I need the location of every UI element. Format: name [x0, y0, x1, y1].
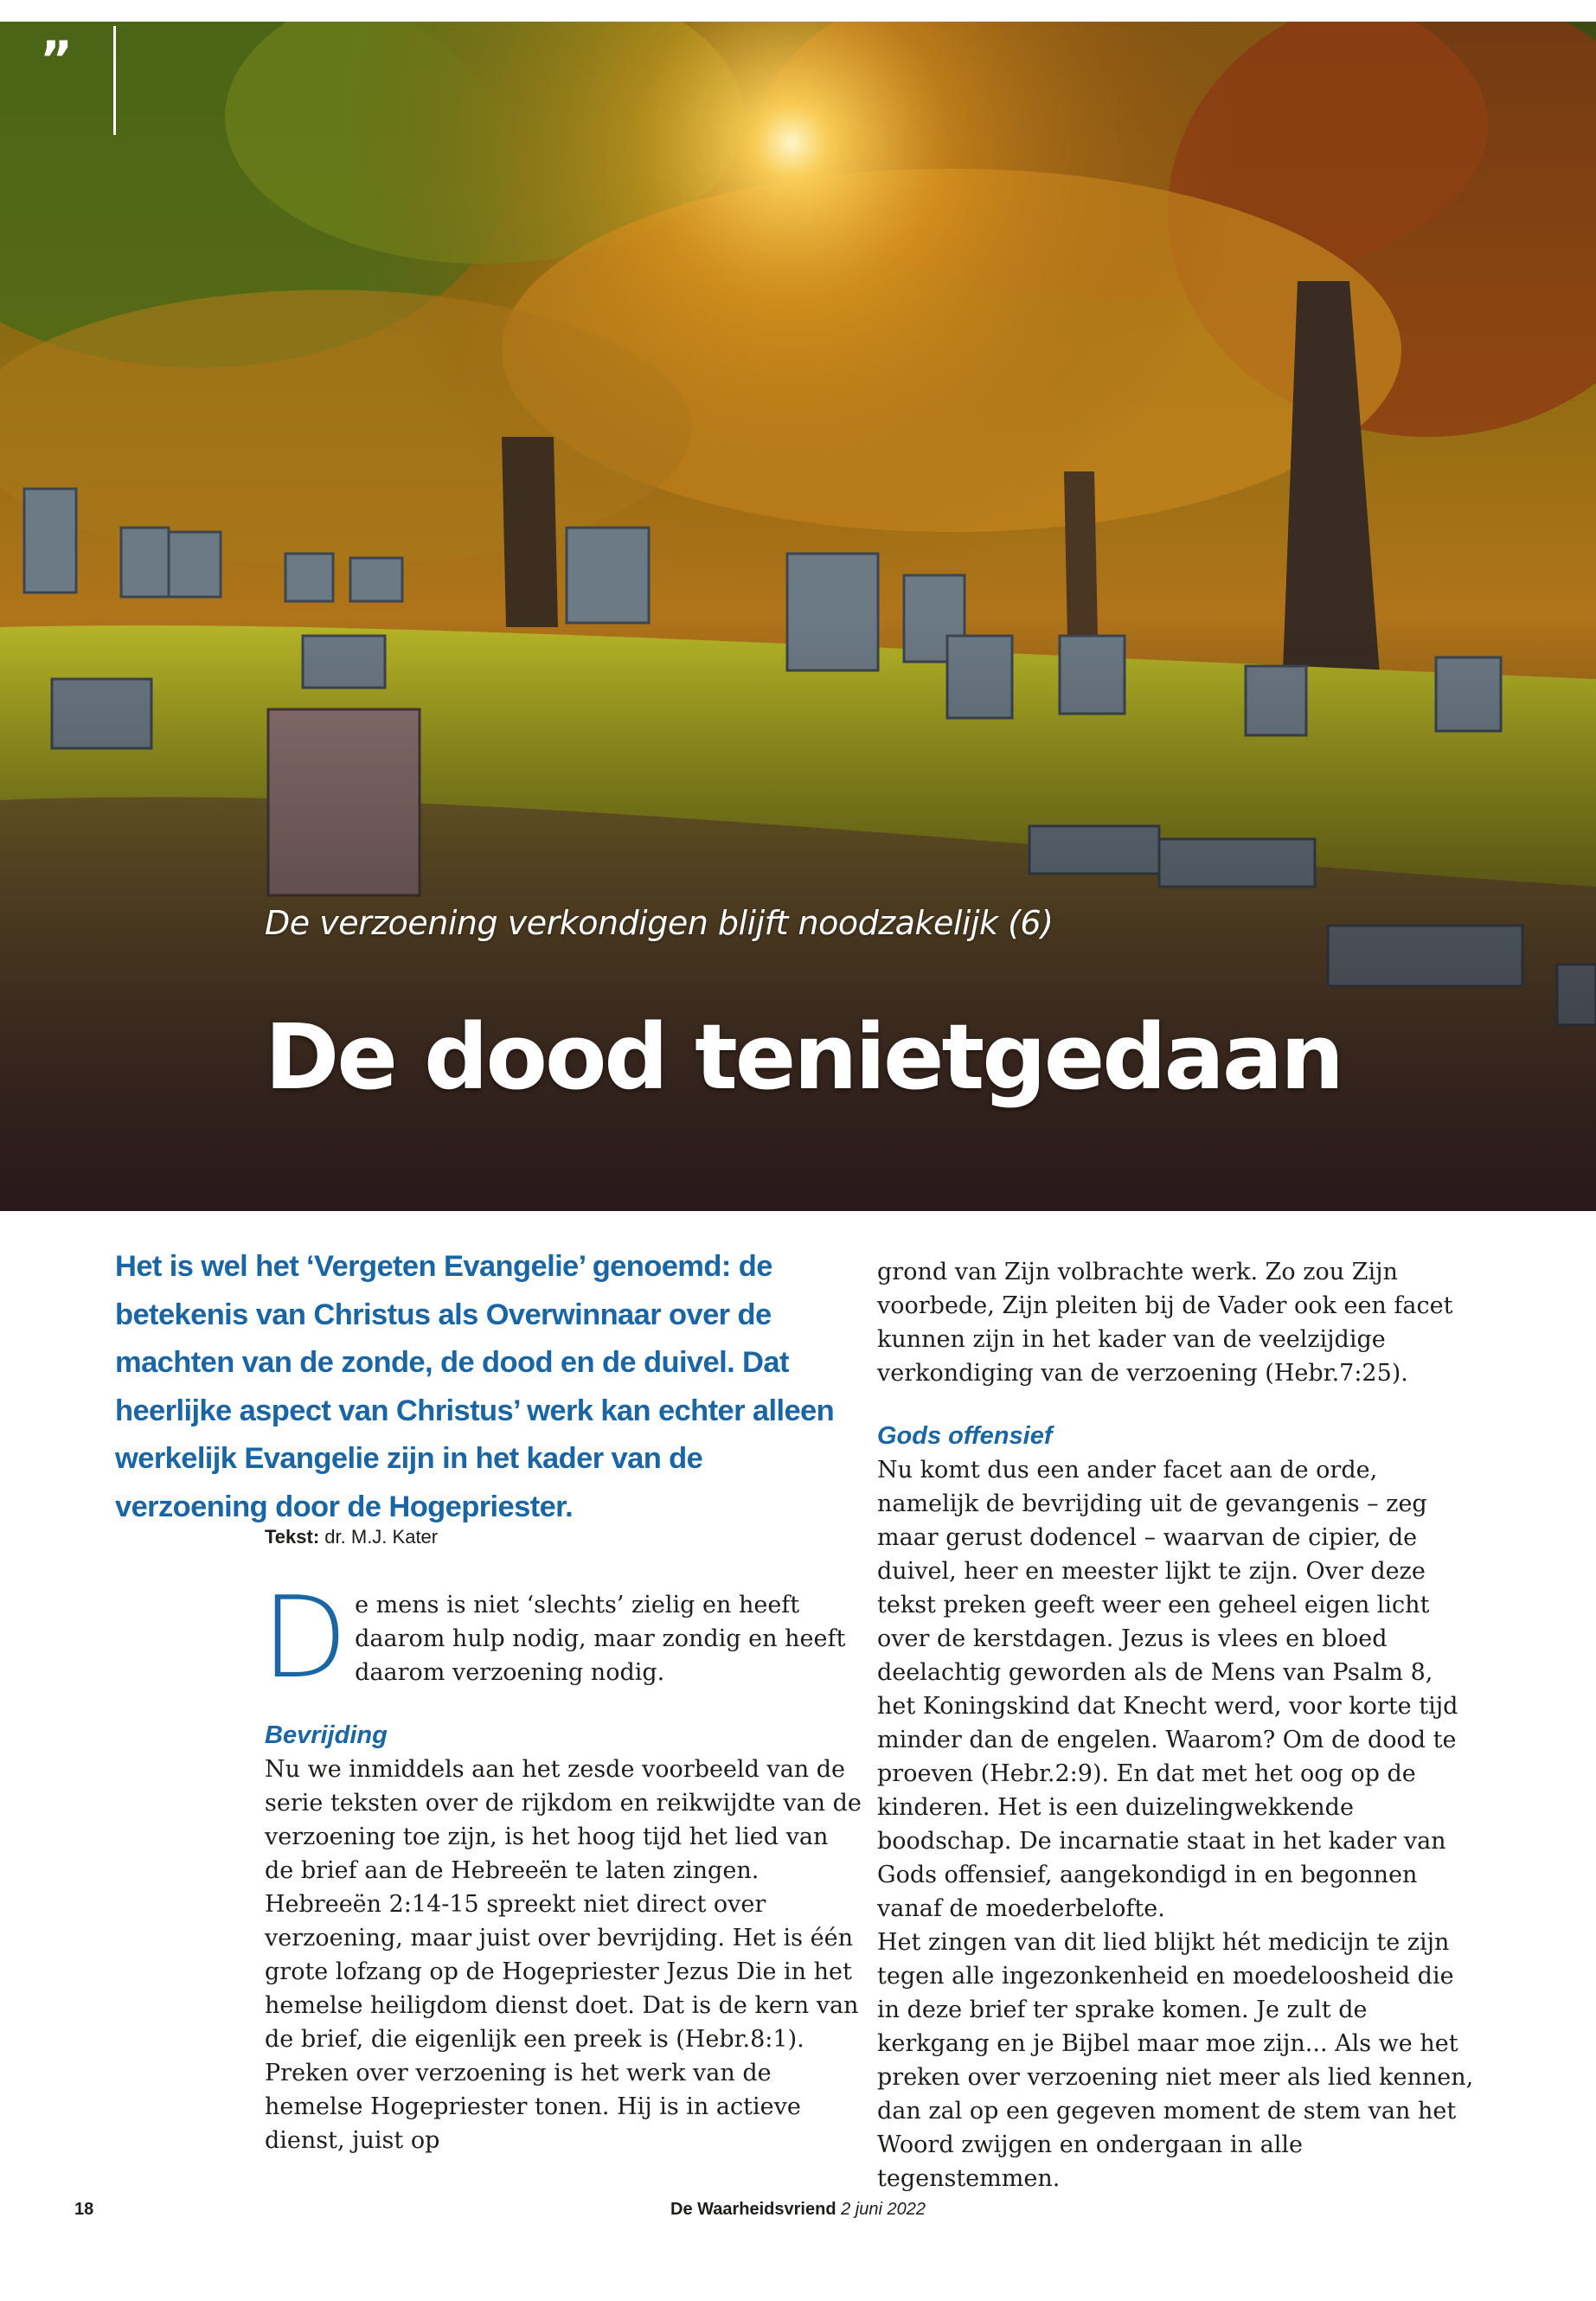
publication-name: De Waarheidsvriend — [670, 2200, 836, 2219]
subhead-gods-offensief: Gods offensief — [877, 1422, 1053, 1450]
body-column-2 — [877, 1255, 1474, 2195]
body-paragraph: Preken over verzoening is het werk van de hemelse Hogepriester tonen. Hij is in actieve dienst, juist op — [265, 2060, 801, 2154]
body-paragraph: Nu komt dus een ander facet aan de orde, namelijk de bevrijding uit de gevangenis – zeg maar gerust dodencel – waarvan de cipier, de duivel, heer en meester lijkt te zijn. Over deze tekst preken geeft weer een geheel eigen licht over de kerstdagen. Jezus is vlees en bloed deelachtig geworden als de Mens van Psalm 8, het Koningskind dat Knecht werd, voor korte tijd minder dan de engelen. Waarom? Om de dood te proeven (Hebr.2:9). En dat met het oog op de kinderen. Het is een duizelingwekkende boodschap. De incarnatie staat in het kader van Gods offensief, aangekondigd in en begonnen vanaf de moederbelofte. — [877, 1457, 1458, 1922]
body-column-1 — [261, 1572, 862, 2157]
quote-mark-icon: ” — [40, 30, 74, 89]
body-paragraph-continued: grond van Zijn volbrachte werk. Zo zou Zijn voorbede, Zijn pleiten bij de Vader ook een facet kunnen zijn in het kader van de veelzijdige verkondiging van de verzoening (Hebr.7:25). — [877, 1259, 1453, 1387]
page-number: 18 — [74, 2200, 94, 2219]
body-paragraph: Het zingen van dit lied blijkt hét medicijn te zijn tegen alle ingezonkenheid en moedeloosheid die in deze brief ter sprake komen. Je zult de kerkgang en je Bijbel maar moe zijn... Als we het preken over verzoening niet meer als lied kennen, dan zal op een gegeven moment de stem van het Woord zwijgen en ondergaan in alle tegenstemmen. — [877, 1929, 1474, 2192]
body-paragraph: Nu we inmiddels aan het zesde voorbeeld van de serie teksten over de rijkdom en reikwijdte van de verzoening toe zijn, is het hoog tijd het lied van de brief aan de Hebreeën te laten zingen. Hebreeën 2:14-15 spreekt niet direct over verzoening, maar juist over bevrijding. Het is één grote lofzang op de Hogepriester Jezus Die in het hemelse heiligdom dienst doet. Dat is de kern van de brief, die eigenlijk een preek is (Hebr.8:1). — [265, 1756, 862, 2053]
intro-text: e mens is niet ‘slechts’ zielig en heeft daarom hulp nodig, maar zondig en heeft daarom verzoening nodig. — [355, 1592, 846, 1686]
article-kicker: De verzoening verkondigen blijft noodzakelijk (6) — [265, 904, 1054, 942]
intro-paragraph — [261, 1572, 862, 1703]
article-lead: Het is wel het ‘Vergeten Evangelie’ genoemd: de betekenis van Christus als Overwinnaar over de machten van de zonde, de dood en de duivel. Dat heerlijke aspect van Christus’ werk kan echter alleen werkelijk Evangelie zijn in het kader van de verzoening door de Hogepriester. — [115, 1250, 835, 1523]
article-headline: De dood tenietgedaan — [265, 1004, 1343, 1110]
byline — [265, 1526, 438, 1548]
publication-date: 2 juni 2022 — [841, 2200, 926, 2219]
quote-divider — [113, 26, 116, 135]
drop-cap: D — [261, 1572, 349, 1703]
byline-label: Tekst: — [265, 1526, 320, 1548]
byline-author: dr. M.J. Kater — [324, 1526, 439, 1548]
publication-footer — [0, 2200, 1596, 2220]
subhead-bevrijding: Bevrijding — [265, 1721, 388, 1749]
